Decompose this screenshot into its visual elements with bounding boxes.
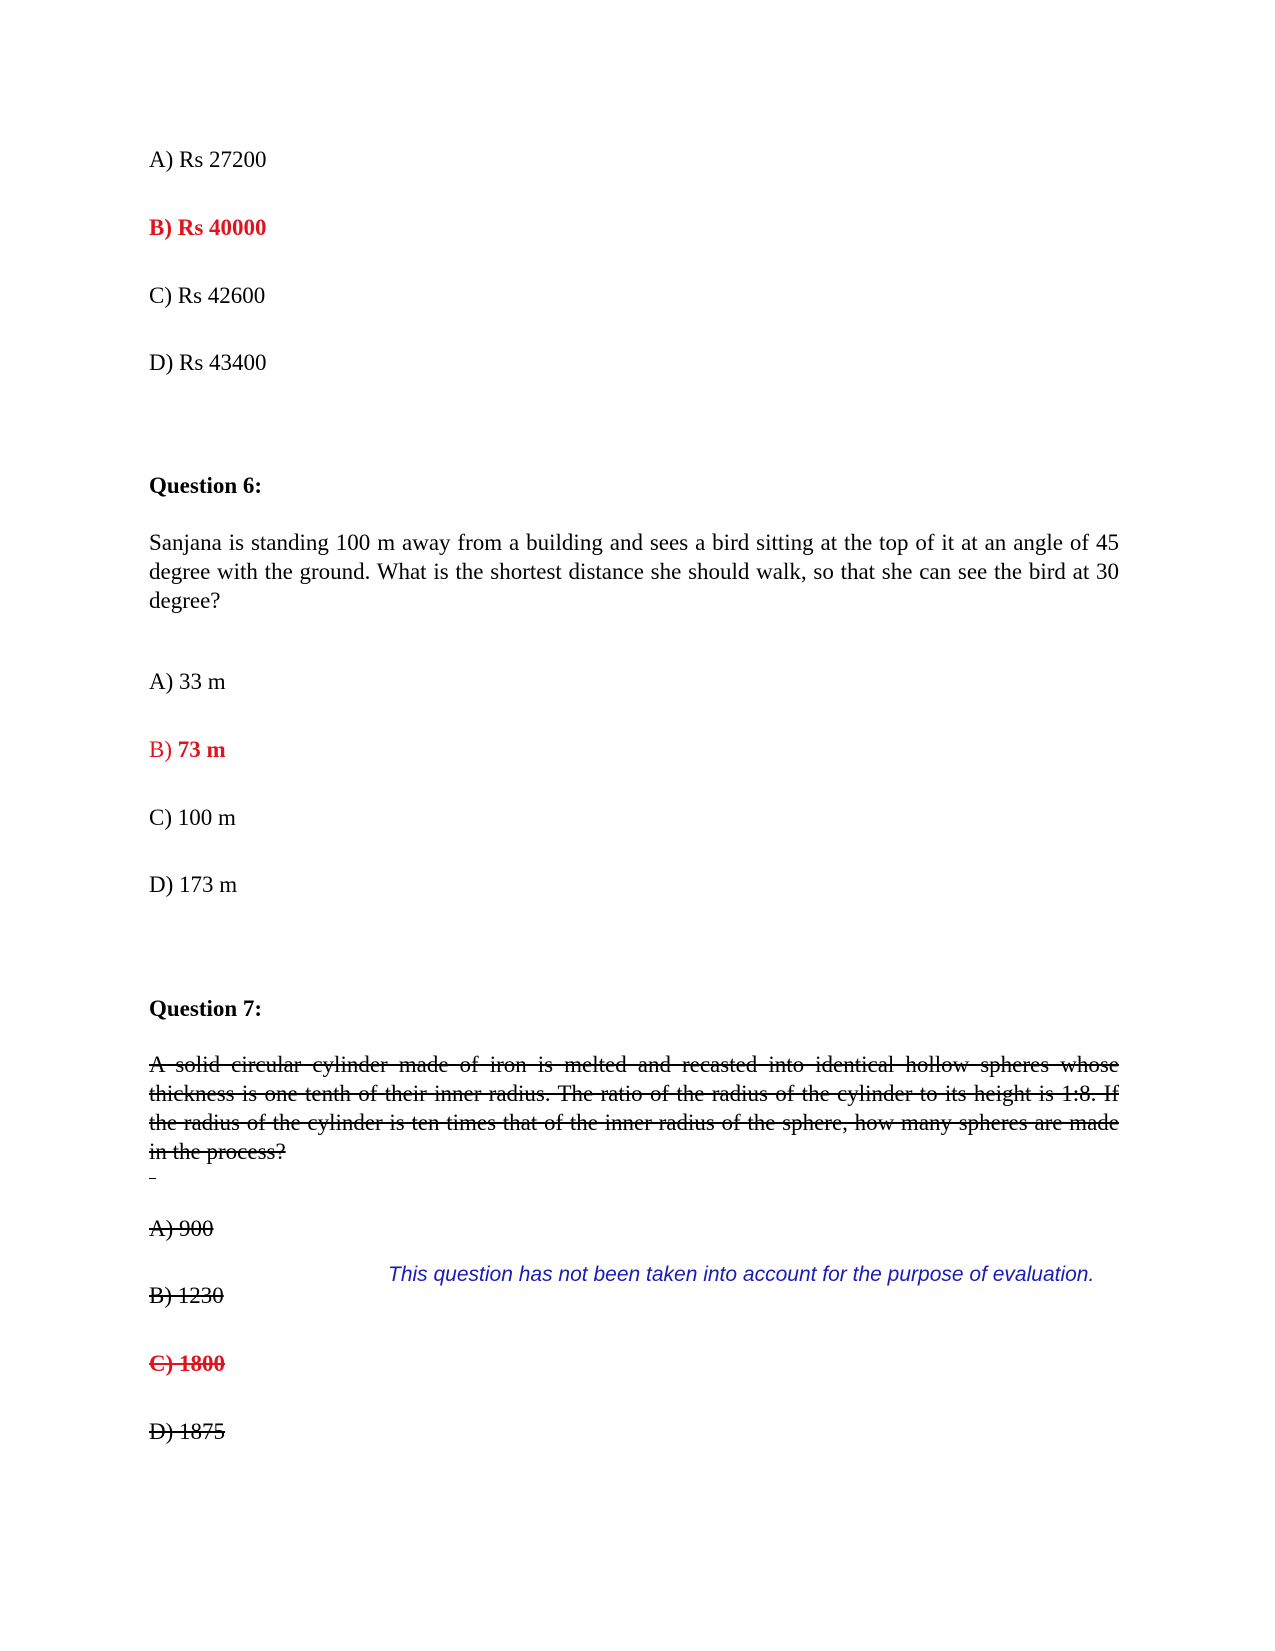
q7-option-d: D) 1875	[149, 1419, 226, 1444]
q6-heading: Question 6:	[149, 473, 263, 498]
q7-option-c-correct: C) 1800	[149, 1351, 226, 1376]
q6-body: Sanjana is standing 100 m away from a building and sees a bird sitting at the top of it at an angle of 45 degree with the ground. What is the shortest distance she should walk, so that she can see the bird at 30 degree?	[149, 530, 1119, 613]
q6-option-b-value: 73 m	[177, 737, 226, 762]
q6-option-d: D) 173 m	[149, 872, 238, 897]
q7-body: A solid circular cylinder made of iron is melted and recasted into identical hollow spheres whose thickness is one tenth of their inner radius. The ratio of the radius of the cylinder to its height is 1:8. If the radius of the cylinder is ten times that of the inner radius of the sphere, how many spheres are made in the process?	[149, 1052, 1119, 1164]
evaluation-note: This question has not been taken into account for the purpose of evaluation.	[388, 1263, 1095, 1286]
q5-option-a: A) Rs 27200	[149, 147, 267, 172]
q7-stray-mark	[149, 1178, 156, 1179]
q7-heading: Question 7:	[149, 996, 263, 1021]
q7-option-b: B) 1230	[149, 1283, 224, 1308]
q6-option-b-prefix: B)	[149, 737, 178, 762]
q5-option-c: C) Rs 42600	[149, 283, 266, 308]
q7-option-a: A) 900	[149, 1216, 214, 1241]
q6-option-a: A) 33 m	[149, 669, 226, 694]
q5-option-b-correct: B) Rs 40000	[149, 215, 267, 240]
q6-option-b-correct	[149, 736, 226, 764]
q5-option-d: D) Rs 43400	[149, 350, 267, 375]
q6-option-c: C) 100 m	[149, 805, 236, 830]
